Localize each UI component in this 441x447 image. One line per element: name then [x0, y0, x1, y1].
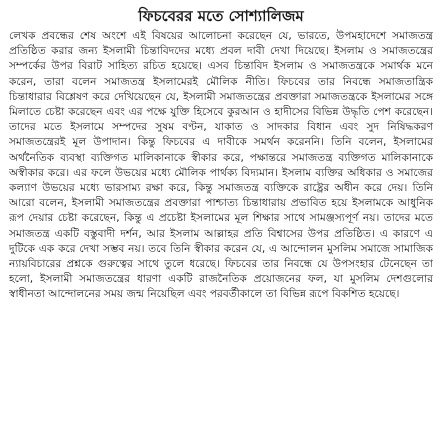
section-title: ফিচবেরর মতে সোশ্যালিজম [138, 7, 304, 25]
body-paragraph: লেখক প্রবন্ধের শেষ অংশে এই বিষয়ের আলোচনা করেছেন যে, ভারতে, উপমহাদেশে সমাজতন্ত্র প্রতিষ্ঠিত করার জন্য ইসলামী চিন্তাবিদদের মধ্যে প্রবল দাবী দেখা দিয়েছে। ইসলাম ও সমাজতন্ত্রের সম্পর্কের উপর বিরাট সাহিত্য রচিত হয়েছে। এসব চিন্তাবিদ ইসলাম ও সমাজতন্ত্রকে সমার্থক মনে করেন, তারা বলেন সমাজতন্ত্র ইসলামেরই মৌলিক নীতি। ফিচবের তার নিবন্ধে সমাজতান্ত্রিক চিন্তাধারার বিশ্লেষণ করে দেখিয়েছেন যে, ইসলামী সমাজতন্ত্রের প্রবক্তারা সমাজতন্ত্রকে ইসলামের সঙ্গে মিলাতে চেষ্টা করেছেন এবং এর পক্ষে যুক্তি হিসেবে কুরআন ও হাদীসের বিভিন্ন উদ্ধৃতি পেশ করেছেন। তাদের মতে ইসলামে সম্পদের সুষম বণ্টন, যাকাত ও সাদকার বিধান এবং সুদ নিষিদ্ধকরণ সমাজতন্ত্রেরই মূল উপাদান। কিন্তু ফিচবের এ দাবীকে সমর্থন করেননি। তিনি বলেন, ইসলামের অর্থনৈতিক ব্যবস্থা ব্যক্তিগত মালিকানাকে স্বীকার করে, পক্ষান্তরে সমাজতন্ত্র ব্যক্তিগত মালিকানাকে অস্বীকার করে। এর ফলে উভয়ের মধ্যে মৌলিক পার্থক্য বিদ্যমান। ইসলাম ব্যক্তির অধিকার ও সমাজের কল্যাণ উভয়ের মধ্যে ভারসাম্য রক্ষা করে, কিন্তু সমাজতন্ত্র ব্যক্তিকে রাষ্ট্রের অধীন করে দেয়। তিনি আরো বলেন, ইসলামী সমাজতন্ত্রের প্রবক্তারা পাশ্চাত্য চিন্তাধারায় প্রভাবিত হয়ে ইসলামকে আধুনিক রূপ দেয়ার চেষ্টা করেছেন, কিন্তু এ প্রচেষ্টা ইসলামের মূল শিক্ষার সাথে সামঞ্জস্যপূর্ণ নয়। তাদের মতে সমাজতন্ত্র একটি বস্তুবাদী দর্শন, আর ইসলাম আল্লাহর প্রতি বিশ্বাসের উপর প্রতিষ্ঠিত। এ কারণে এ দুটিকে এক করে দেখা সম্ভব নয়। তবে তিনি স্বীকার করেন যে, এ আন্দোলন মুসলিম সমাজে সামাজিক ন্যায়বিচারের প্রশ্নকে গুরুত্বের সাথে তুলে ধরেছে। ফিচবের তার নিবন্ধে যে উপসংহার টেনেছেন তা হলো, ইসলামী সমাজতন্ত্রের ধারণা একটি রাজনৈতিক প্রয়োজনের ফল, যা মুসলিম দেশগুলোর স্বাধীনতা আন্দোলনের সময় জন্ম নিয়েছিল এবং পরবর্তীকালে তা বিভিন্ন রূপে বিকশিত হয়েছে। [9, 30, 433, 301]
